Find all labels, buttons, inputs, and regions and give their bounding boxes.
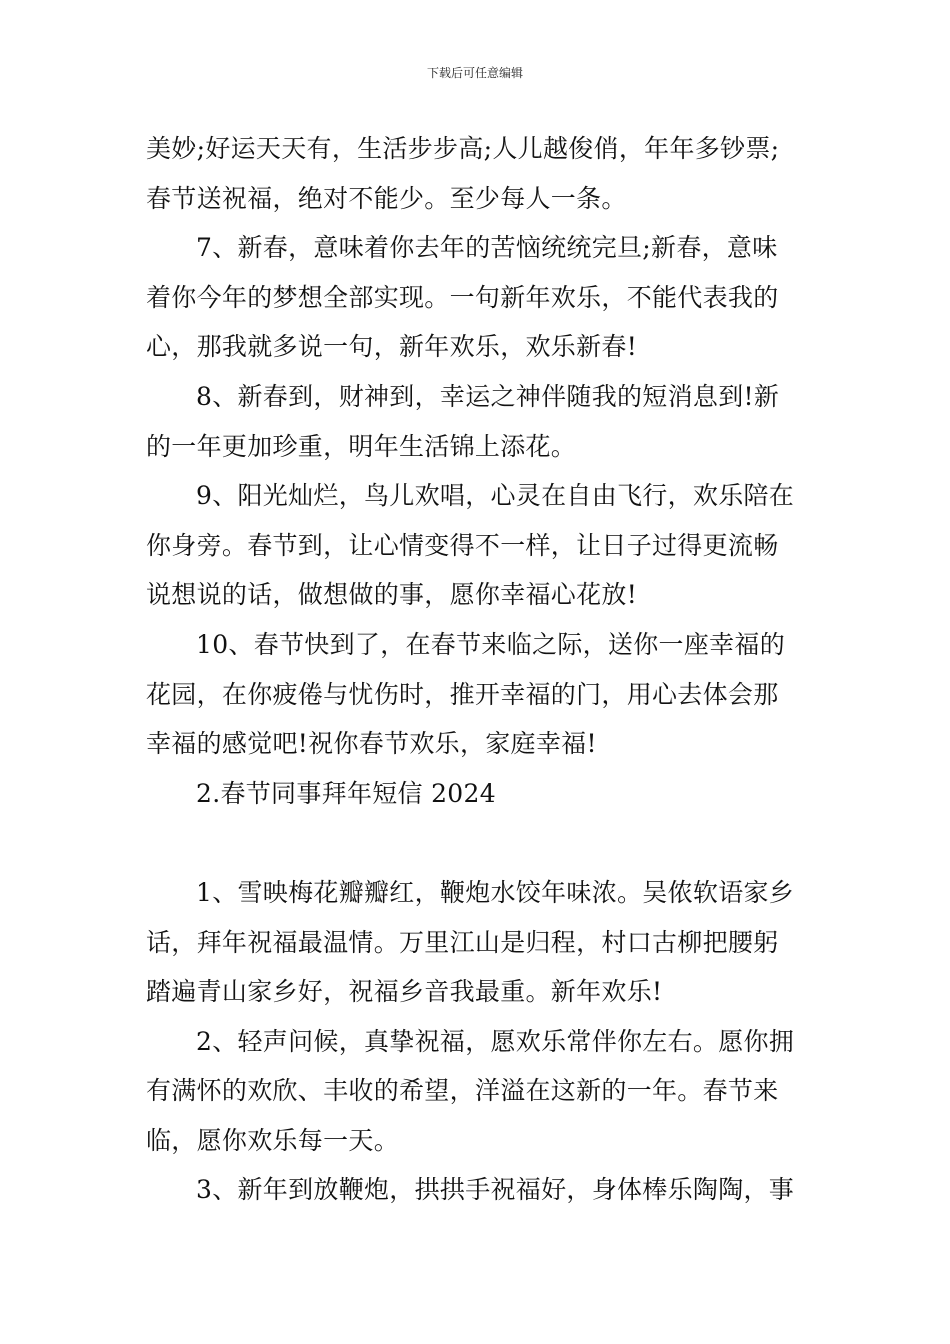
paragraph-start-line: 8、新春到，财神到，幸运之神伴随我的短消息到!新 — [196, 381, 780, 411]
text-line: 的一年更加珍重，明年生活锦上添花。 — [146, 431, 577, 461]
paragraph-start-line: 10、春节快到了，在春节来临之际，送你一座幸福的 — [196, 629, 786, 659]
text-line: 着你今年的梦想全部实现。一句新年欢乐，不能代表我的 — [146, 282, 779, 312]
text-line: 美妙;好运天天有，生活步步高;人儿越俊俏，年年多钞票; — [146, 134, 780, 163]
text-line: 你身旁。春节到，让心情变得不一样，让日子过得更流畅 — [146, 530, 779, 560]
text-line: 春节送祝福，绝对不能少。至少每人一条。 — [146, 183, 627, 213]
text-line: 说想说的话，做想做的事，愿你幸福心花放! — [146, 580, 638, 610]
document-body — [146, 124, 808, 1215]
paragraph-start-line: 7、新春，意味着你去年的苦恼统统完旦;新春，意味 — [196, 233, 778, 263]
text-line: 有满怀的欢欣、丰收的希望，洋溢在这新的一年。春节来 — [146, 1076, 779, 1106]
text-line: 幸福的感觉吧!祝你春节欢乐，家庭幸福! — [146, 729, 597, 759]
text-line: 话，拜年祝福最温情。万里江山是归程，村口古柳把腰躬 — [146, 927, 779, 957]
paragraph-start-line: 2、轻声问候，真挚祝福，愿欢乐常伴你左右。愿你拥 — [196, 1026, 795, 1056]
paragraph-start-line: 1、雪映梅花瓣瓣红，鞭炮水饺年味浓。吴侬软语家乡 — [196, 877, 795, 907]
section-heading: 2.春节同事拜年短信 2024 — [196, 778, 496, 808]
paragraph-start-line: 9、阳光灿烂，鸟儿欢唱，心灵在自由飞行，欢乐陪在 — [196, 481, 795, 511]
page-header: 下载后可任意编辑 — [426, 66, 523, 80]
text-line: 心，那我就多说一句，新年欢乐，欢乐新春! — [146, 332, 638, 362]
paragraph-start-line: 3、新年到放鞭炮，拱拱手祝福好，身体棒乐陶陶，事 — [196, 1175, 795, 1205]
text-line: 踏遍青山家乡好，祝福乡音我最重。新年欢乐! — [146, 977, 663, 1007]
text-line: 临，愿你欢乐每一天。 — [146, 1125, 400, 1155]
blank-line — [146, 818, 808, 868]
text-line: 花园，在你疲倦与忧伤时，推开幸福的门，用心去体会那 — [146, 679, 779, 709]
